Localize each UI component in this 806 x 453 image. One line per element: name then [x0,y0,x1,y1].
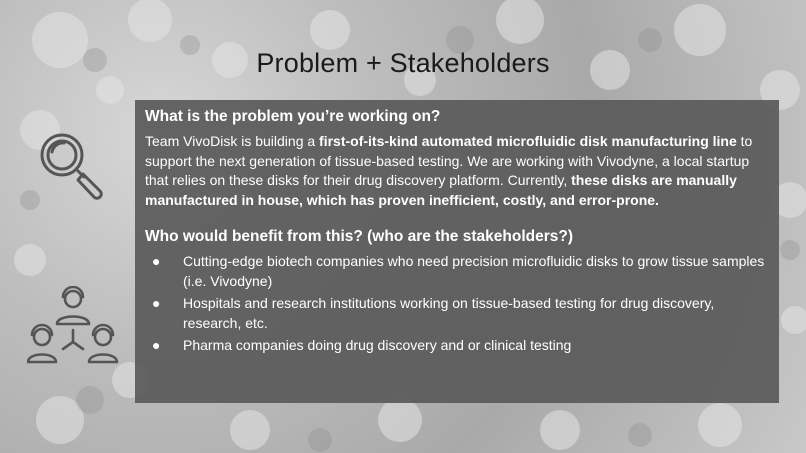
list-item [145,294,769,333]
people-network-icon [27,286,119,370]
problem-description [145,132,769,210]
stakeholder-text: Cutting-edge biotech companies who need precision microfluidic disks to grow tissue samples (i.e. Vivodyne) [183,253,765,289]
problem-bold-1: first-of-its-kind automated microfluidic disk manufacturing line [319,133,737,149]
slide-title: Problem + Stakeholders [256,48,550,78]
magnifying-glass-icon [38,130,108,202]
bullet-icon: ● [152,253,161,269]
list-item [145,252,769,291]
stakeholder-text: Pharma companies doing drug discovery and or clinical testing [183,337,572,353]
problem-question: What is the problem you’re working on? [145,108,441,125]
problem-bold-2: these disks are manually manufactured in house, which has proven inefficient, costly, and error-prone. [145,172,737,208]
bullet-icon: ● [152,337,161,353]
stakeholder-list [145,252,769,356]
stakeholder-text: Hospitals and research institutions working on tissue-based testing for drug discovery, research, etc. [183,295,715,331]
stakeholders-question: Who would benefit from this? (who are the stakeholders?) [145,228,573,245]
list-item [145,336,769,356]
problem-text-1: Team VivoDisk is building a [145,133,320,149]
bullet-icon: ● [152,295,161,311]
problem-text-2: to support the next generation of tissue-based testing. We are working with Vivodyne, a local startup that relies on these disks for their drug discovery platform. Currently, [145,133,753,188]
content-panel [135,100,779,403]
